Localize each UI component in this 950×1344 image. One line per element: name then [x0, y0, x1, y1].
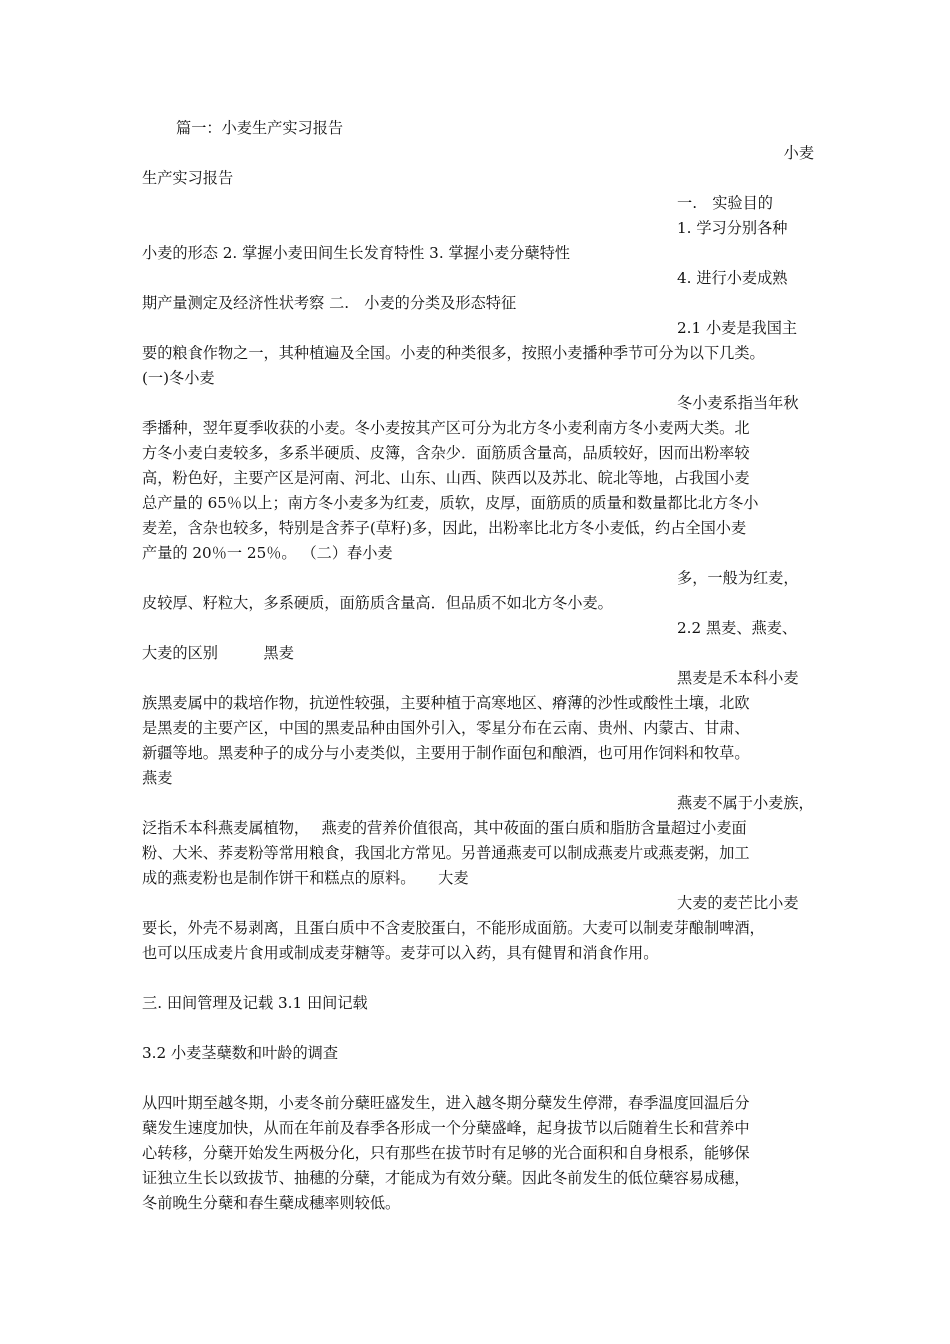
- text-line: (一)冬小麦: [142, 369, 215, 387]
- text-line: 蘖发生速度加快，从而在年前及春季各形成一个分蘖盛峰，起身拔节以后随着生长和营养中: [142, 1119, 750, 1137]
- text-line: 生产实习报告: [142, 169, 234, 187]
- text-line: 也可以压成麦片食用或制成麦芽糖等。麦芽可以入药，具有健胃和消食作用。: [142, 944, 659, 962]
- text-line: 2.1 小麦是我国主: [677, 319, 798, 337]
- text-line: 新疆等地。黑麦种子的成分与小麦类似，主要用于制作面包和酿酒，也可用作饲料和牧草。: [142, 744, 750, 762]
- text-line: 小麦的形态 2. 掌握小麦田间生长发育特性 3. 掌握小麦分蘖特性: [142, 244, 570, 262]
- text-line: 大麦的麦芒比小麦: [677, 894, 799, 912]
- section-heading: 3.2 小麦茎蘖数和叶龄的调查: [142, 1044, 339, 1062]
- text-line: 族黑麦属中的栽培作物，抗逆性较强，主要种植于高寒地区、瘠薄的沙性或酸性土壤，北欧: [142, 694, 750, 712]
- text-line: 一. 实验目的: [677, 194, 773, 212]
- section-heading: 三. 田间管理及记载 3.1 田间记载: [142, 994, 368, 1012]
- text-line: 证独立生长以致拔节、抽穗的分蘖，才能成为有效分蘖。因此冬前发生的低位蘖容易成穗，: [142, 1169, 750, 1187]
- text-line: 是黑麦的主要产区，中国的黑麦品种由国外引入，零星分布在云南、贵州、内蒙古、甘肃、: [142, 719, 750, 737]
- text-line: 小麦: [783, 144, 814, 162]
- text-line: 1. 学习分别各种: [677, 219, 788, 237]
- text-line: 心转移，分蘖开始发生两极分化，只有那些在拔节时有足够的光合面积和自身根系，能够保: [142, 1144, 750, 1162]
- text-line: 季播种，翌年夏季收获的小麦。冬小麦按其产区可分为北方冬小麦利南方冬小麦两大类。北: [142, 419, 750, 437]
- text-line: 皮较厚、籽粒大，多系硬质，面筋质含量高．但品质不如北方冬小麦。: [142, 594, 613, 612]
- text-line: 产量的 20％一 25％。 （二）春小麦: [142, 544, 393, 562]
- text-line: 多，一般为红麦，: [677, 569, 799, 587]
- text-line: 要的粮食作物之一，其种植遍及全国。小麦的种类很多，按照小麦播种季节可分为以下几类。: [142, 344, 765, 362]
- text-line: 冬小麦系指当年秋: [677, 394, 799, 412]
- text-line: 2.2 黑麦、燕麦、: [677, 619, 798, 637]
- text-line: 黑麦是禾本科小麦: [677, 669, 799, 687]
- text-line: 冬前晚生分蘖和春生蘖成穗率则较低。: [142, 1194, 401, 1212]
- text-line: 大麦的区别 黑麦: [142, 644, 294, 662]
- text-line: 成的燕麦粉也是制作饼干和糕点的原料。 大麦: [142, 869, 469, 887]
- text-line: 要长，外壳不易剥离，且蛋白质中不含麦胶蛋白，不能形成面筋。大麦可以制麦芽酿制啤酒，: [142, 919, 765, 937]
- text-line: 期产量测定及经济性状考察 二. 小麦的分类及形态特征: [142, 294, 517, 312]
- text-line: 泛指禾本科燕麦属植物， 燕麦的营养价值很高，其中莜面的蛋白质和脂肪含量超过小麦面: [142, 819, 747, 837]
- text-line: 燕麦: [142, 769, 173, 787]
- text-line: 高，粉色好，主要产区是河南、河北、山东、山西、陕西以及苏北、皖北等地，占我国小麦: [142, 469, 750, 487]
- text-line: 燕麦不属于小麦族，: [677, 794, 814, 812]
- section-title: 篇一：小麦生产实习报告: [176, 119, 344, 137]
- text-line: 麦差，含杂也较多，特别是含荞子(草籽)多，因此，出粉率比北方冬小麦低，约占全国小麦: [142, 519, 747, 537]
- text-line: 总产量的 65％以上；南方冬小麦多为红麦，质软，皮厚，面筋质的质量和数量都比北方冬小: [142, 494, 759, 512]
- text-line: 方冬小麦白麦较多，多系半硬质、皮簿，含杂少．面筋质含量高，品质较好，因而出粉率较: [142, 444, 750, 462]
- text-line: 从四叶期至越冬期，小麦冬前分蘖旺盛发生，进入越冬期分蘖发生停滞，春季温度回温后分: [142, 1094, 750, 1112]
- text-line: 粉、大米、荞麦粉等常用粮食，我国北方常见。另普通燕麦可以制成燕麦片或燕麦粥，加工: [142, 844, 750, 862]
- text-line: 4. 进行小麦成熟: [677, 269, 788, 287]
